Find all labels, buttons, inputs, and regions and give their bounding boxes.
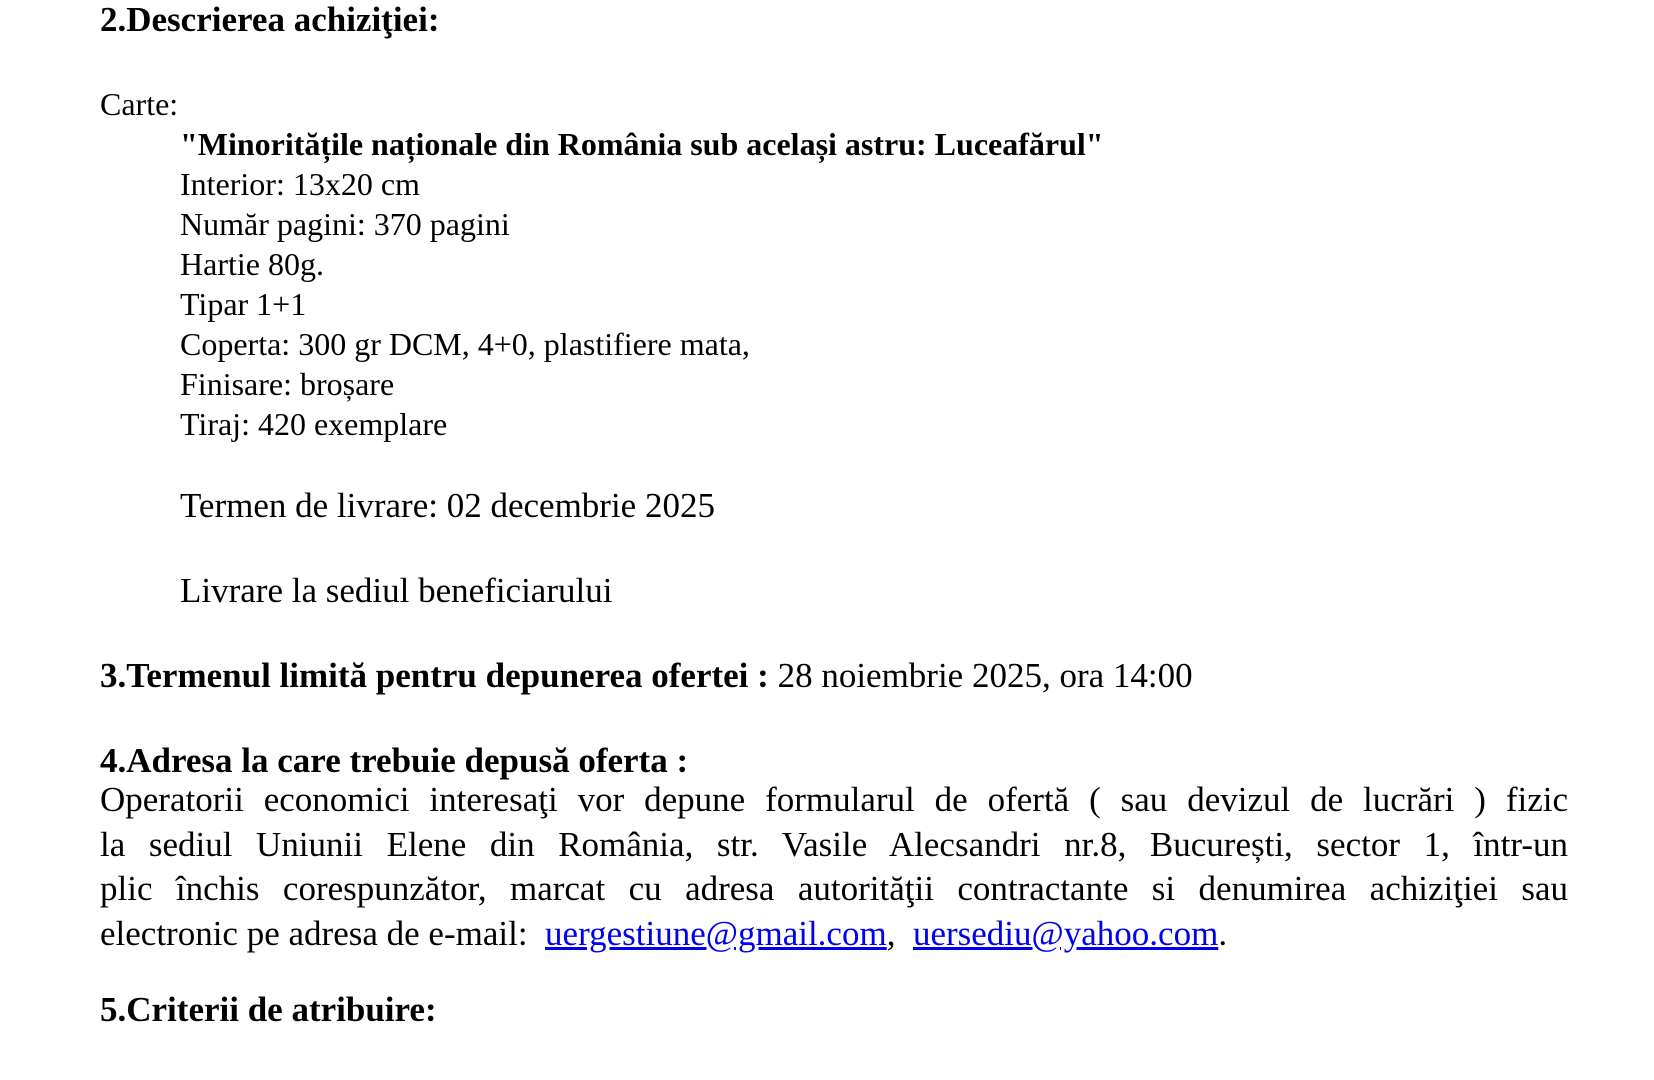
email-prefix: electronic pe adresa de e-mail:: [100, 913, 528, 953]
email-link-gestiune[interactable]: uergestiune@gmail.com: [545, 913, 887, 953]
email-separator: ,: [886, 913, 896, 953]
email-link-sediu[interactable]: uersediu@yahoo.com: [912, 913, 1219, 953]
section-3-heading: 3.Termenul limită pentru depunerea ofertei :: [100, 656, 769, 695]
item-type-label: Carte:: [100, 86, 179, 122]
section-4-heading: 4.Adresa la care trebuie depusă oferta :: [100, 741, 689, 780]
paragraph-line: la sediul Uniunii Elene din România, str. Vasile Alecsandri nr.8, București, sector 1, într-un: [100, 824, 1568, 864]
spec-line: Tiraj: 420 exemplare: [180, 406, 448, 442]
spec-line: Finisare: broșare: [180, 366, 395, 402]
sentence-end: .: [1218, 913, 1228, 953]
paragraph-line: Operatorii economici interesaţi vor depune formularul de ofertă ( sau devizul de lucrări ) fizic: [100, 780, 1568, 819]
delivery-term: Termen de livrare: 02 decembrie 2025: [180, 486, 715, 525]
spec-line: Hartie 80g.: [180, 246, 324, 282]
spec-line: Număr pagini: 370 pagini: [180, 206, 510, 242]
paragraph-line-emails: [100, 912, 1568, 957]
spec-line: Interior: 13x20 cm: [180, 166, 420, 202]
section-5-heading: 5.Criterii de atribuire:: [100, 990, 437, 1029]
spec-line: Tipar 1+1: [180, 286, 307, 322]
section-3-line: [100, 658, 1193, 693]
submission-instructions: [100, 778, 1568, 956]
spec-line: Coperta: 300 gr DCM, 4+0, plastifiere mata,: [180, 326, 750, 362]
offer-deadline: 28 noiembrie 2025, ora 14:00: [768, 656, 1193, 695]
paragraph-line: plic închis corespunzător, marcat cu adresa autorităţii contractante si denumirea achiziţiei sau: [100, 869, 1568, 908]
delivery-place: Livrare la sediul beneficiarului: [180, 571, 613, 610]
section-2-heading: 2.Descrierea achiziţiei:: [100, 0, 440, 39]
book-title: "Minoritățile naționale din România sub același astru: Luceafărul": [180, 126, 1104, 162]
